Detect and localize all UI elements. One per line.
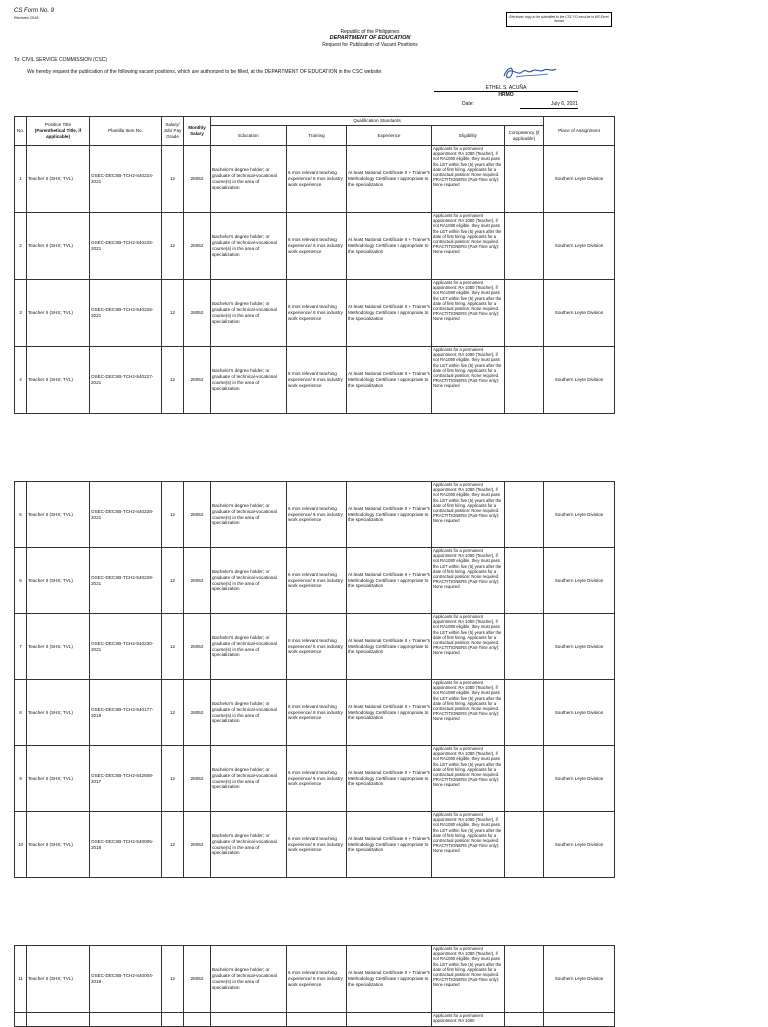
table-body xyxy=(15,482,615,878)
plantilla-item-no: OSEC-DECSB-TCH2-540224-2021 xyxy=(90,146,162,213)
experience-requirement: At least National Certificate II + Trainer's Methodology Certificate I appropriate to the specialization xyxy=(347,280,432,347)
education-requirement: Bachelor's degree holder; or graduate of technical-vocational course(s) in the area of specialization xyxy=(211,548,287,614)
col-eligibility: Eligibility xyxy=(432,126,505,146)
signer-name: ETHEL S. ACUÑA xyxy=(485,85,527,91)
col-no: No. xyxy=(15,117,27,146)
place-of-assignment: Southern Leyte Division xyxy=(544,946,615,1013)
table-row xyxy=(15,482,615,548)
form-revision: Revised 2018 xyxy=(14,15,39,20)
row-number: 6 xyxy=(15,548,27,614)
place-of-assignment: Southern Leyte Division xyxy=(544,548,615,614)
row-number: 2 xyxy=(15,213,27,280)
salary-grade: 12 xyxy=(162,482,184,548)
request-title: Request for Publication of Vacant Positions xyxy=(322,42,418,48)
table-row xyxy=(15,146,615,213)
eligibility-requirement: Applicants for a permanent appointment: RA 1080 (Teacher), if not RA1080 eligible, they must pass the LET within five (5) years after the date of first hiring. Applicants for a contractual position: None required. PRACTITIONERS (Part-Time only): None required xyxy=(432,213,505,280)
position-title: Teacher II (SHS; TVL) xyxy=(27,482,90,548)
eligibility-requirement: Applicants for a permanent appointment: RA 1080 (Teacher), if not RA1080 eligible, they must pass the LET within five (5) years after the date of first hiring. Applicants for a contractual position: None required. PRACTITIONERS (Part-Time only): None required xyxy=(432,347,505,414)
col-monthly-salary: Monthly Salary xyxy=(184,117,211,146)
row-number: 11 xyxy=(15,946,27,1013)
competency-requirement xyxy=(505,482,544,548)
education-requirement: Bachelor's degree holder; or graduate of technical-vocational course(s) in the area of specialization xyxy=(211,347,287,414)
table-row xyxy=(15,812,615,878)
training-requirement: 6 mos relevant teaching experience/ 6 mos industry work experience xyxy=(287,213,347,280)
competency-requirement xyxy=(505,812,544,878)
monthly-salary: 26052 xyxy=(184,146,211,213)
place-of-assignment: Southern Leyte Division xyxy=(544,680,615,746)
competency-requirement xyxy=(505,946,544,1013)
plantilla-item-no: OSEC-DECSB-TCH2-540005-2018 xyxy=(90,812,162,878)
table-row xyxy=(15,347,615,414)
education-requirement: Bachelor's degree holder; or graduate of technical-vocational course(s) in the area of specialization xyxy=(211,482,287,548)
row-number: 8 xyxy=(15,680,27,746)
table-row xyxy=(15,680,615,746)
education-requirement: Bachelor's degree holder; or graduate of technical-vocational course(s) in the area of specialization xyxy=(211,946,287,1013)
eligibility-requirement: Applicants for a permanent appointment: RA 1080 (Teacher), if not RA1080 eligible, they must pass the LET within five (5) years after the date of first hiring. Applicants for a contractual position: None required. PRACTITIONERS (Part-Time only): None required xyxy=(432,146,505,213)
training-requirement: 6 mos relevant teaching experience/ 6 mos industry work experience xyxy=(287,280,347,347)
education-requirement: Bachelor's degree holder; or graduate of technical-vocational course(s) in the area of specialization xyxy=(211,680,287,746)
position-title: Teacher II (SHS; TVL) xyxy=(27,946,90,1013)
experience-requirement xyxy=(347,1013,432,1027)
salary-grade: 12 xyxy=(162,812,184,878)
col-education: Education xyxy=(211,126,287,146)
plantilla-item-no: OSEC-DECSB-TCH2-542608-2017 xyxy=(90,746,162,812)
education-requirement xyxy=(211,1013,287,1027)
row-number: 4 xyxy=(15,347,27,414)
place-of-assignment: Southern Leyte Division xyxy=(544,280,615,347)
plantilla-item-no: OSEC-DECSB-TCH2-540230-2021 xyxy=(90,614,162,680)
education-requirement: Bachelor's degree holder; or graduate of technical-vocational course(s) in the area of specialization xyxy=(211,213,287,280)
plantilla-item-no: OSEC-DECSB-TCH2-540177-2019 xyxy=(90,680,162,746)
position-title: Teacher II (SHS; TVL) xyxy=(27,680,90,746)
submission-notice: Electronic copy to be submitted to the CSC FO must be in MS Excel format xyxy=(506,12,612,27)
col-plantilla: Plantilla Item No. xyxy=(90,117,162,146)
position-title: Teacher II (SHS; TVL) xyxy=(27,614,90,680)
monthly-salary: 26052 xyxy=(184,680,211,746)
vacancy-table-page-2 xyxy=(14,481,615,878)
vacancy-table-page-3 xyxy=(14,945,615,1027)
monthly-salary: 26052 xyxy=(184,946,211,1013)
col-salary-grade: Salary/ Job/ Pay Grade xyxy=(162,117,184,146)
competency-requirement xyxy=(505,746,544,812)
experience-requirement: At least National Certificate II + Trainer's Methodology Certificate I appropriate to the specialization xyxy=(347,548,432,614)
experience-requirement: At least National Certificate II + Trainer's Methodology Certificate I appropriate to the specialization xyxy=(347,746,432,812)
form-number: CS Form No. 9 xyxy=(14,8,55,14)
table-row xyxy=(15,280,615,347)
department-heading: DEPARTMENT OF EDUCATION xyxy=(329,35,411,41)
row-number: 9 xyxy=(15,746,27,812)
table-row xyxy=(15,746,615,812)
education-requirement: Bachelor's degree holder; or graduate of technical-vocational course(s) in the area of specialization xyxy=(211,614,287,680)
competency-requirement xyxy=(505,146,544,213)
row-number: 1 xyxy=(15,146,27,213)
signer-title: HRMO xyxy=(498,92,514,98)
plantilla-item-no: OSEC-DECSB-TCH2-540226-2021 xyxy=(90,280,162,347)
date-value: July 6, 2021 xyxy=(551,101,578,107)
training-requirement: 6 mos relevant teaching experience/ 6 mos industry work experience xyxy=(287,746,347,812)
experience-requirement: At least National Certificate II + Trainer's Methodology Certificate I appropriate to the specialization xyxy=(347,482,432,548)
monthly-salary: 26052 xyxy=(184,548,211,614)
place-of-assignment: Southern Leyte Division xyxy=(544,482,615,548)
table-row xyxy=(15,946,615,1013)
eligibility-requirement: Applicants for a permanent appointment: RA 1080 (Teacher), if not RA1080 eligible, they must pass the LET within five (5) years after the date of first hiring. Applicants for a contractual position: None required. PRACTITIONERS (Part-Time only): None required xyxy=(432,482,505,548)
monthly-salary: 26052 xyxy=(184,812,211,878)
row-number: 7 xyxy=(15,614,27,680)
place-of-assignment: Southern Leyte Division xyxy=(544,812,615,878)
education-requirement: Bachelor's degree holder; or graduate of technical-vocational course(s) in the area of specialization xyxy=(211,812,287,878)
place-of-assignment: Southern Leyte Division xyxy=(544,746,615,812)
vacancy-table-page-1 xyxy=(14,116,615,414)
place-of-assignment: Southern Leyte Division xyxy=(544,213,615,280)
experience-requirement: At least National Certificate II + Trainer's Methodology Certificate I appropriate to the specialization xyxy=(347,347,432,414)
experience-requirement: At least National Certificate II + Trainer's Methodology Certificate I appropriate to the specialization xyxy=(347,213,432,280)
salary-grade: 12 xyxy=(162,347,184,414)
row-number: 5 xyxy=(15,482,27,548)
col-training: Training xyxy=(287,126,347,146)
plantilla-item-no: OSEC-DECSB-TCH2-540227-2021 xyxy=(90,347,162,414)
place-of-assignment: Southern Leyte Division xyxy=(544,347,615,414)
position-title: Teacher II (SHS; TVL) xyxy=(27,347,90,414)
monthly-salary: 26052 xyxy=(184,746,211,812)
competency-requirement xyxy=(505,280,544,347)
training-requirement xyxy=(287,1013,347,1027)
col-qualification-standards: Qualification Standards xyxy=(211,117,544,126)
place-of-assignment: Southern Leyte Division xyxy=(544,146,615,213)
addressee-line: To: CIVIL SERVICE COMMISSION (CSC) xyxy=(14,57,108,63)
plantilla-item-no: OSEC-DECSB-TCH2-540228-2021 xyxy=(90,482,162,548)
competency-requirement xyxy=(505,548,544,614)
competency-requirement xyxy=(505,1013,544,1027)
competency-requirement xyxy=(505,680,544,746)
date-label: Date: xyxy=(462,101,474,107)
place-of-assignment xyxy=(544,1013,615,1027)
intro-text: We hereby request the publication of the following vacant positions, which are authorized to be filled, at the DEPARTMENT OF EDUCATION in the CSC website: xyxy=(27,69,383,75)
col-position-title-paren: (Parenthetical Title, if applicable) xyxy=(34,128,82,139)
row-number: 10 xyxy=(15,812,27,878)
eligibility-requirement: Applicants for a permanent appointment: RA 1080 (Teacher), if not RA1080 eligible, they must pass the LET within five (5) years after the date of first hiring. Applicants for a contractual position: None required. PRACTITIONERS (Part-Time only): None required xyxy=(432,746,505,812)
training-requirement: 6 mos relevant teaching experience/ 6 mos industry work experience xyxy=(287,482,347,548)
plantilla-item-no xyxy=(90,1013,162,1027)
position-title xyxy=(27,1013,90,1027)
salary-grade: 12 xyxy=(162,548,184,614)
position-title: Teacher II (SHS; TVL) xyxy=(27,812,90,878)
training-requirement: 6 mos relevant teaching experience/ 6 mos industry work experience xyxy=(287,548,347,614)
salary-grade: 12 xyxy=(162,680,184,746)
plantilla-item-no: OSEC-DECSB-TCH2-540004-2018 xyxy=(90,946,162,1013)
eligibility-requirement: Applicants for a permanent appointment: RA 1080 (Teacher), if not RA1080 eligible, they must pass the LET within five (5) years after the date of first hiring. Applicants for a contractual position: None required. PRACTITIONERS (Part-Time only): None required xyxy=(432,280,505,347)
competency-requirement xyxy=(505,213,544,280)
position-title: Teacher II (SHS; TVL) xyxy=(27,146,90,213)
training-requirement: 6 mos relevant teaching experience/ 6 mos industry work experience xyxy=(287,812,347,878)
position-title: Teacher II (SHS; TVL) xyxy=(27,280,90,347)
plantilla-item-no: OSEC-DECSB-TCH2-540229-2021 xyxy=(90,548,162,614)
table-body xyxy=(15,946,615,1027)
training-requirement: 6 mos relevant teaching experience/ 6 mos industry work experience xyxy=(287,680,347,746)
table-row xyxy=(15,1013,615,1027)
signature-image xyxy=(500,62,560,84)
table-row xyxy=(15,213,615,280)
table-row xyxy=(15,548,615,614)
col-position-title xyxy=(27,117,90,146)
position-title: Teacher II (SHS; TVL) xyxy=(27,213,90,280)
salary-grade: 12 xyxy=(162,614,184,680)
training-requirement: 6 mos relevant teaching experience/ 6 mos industry work experience xyxy=(287,347,347,414)
monthly-salary: 26052 xyxy=(184,482,211,548)
experience-requirement: At least National Certificate II + Trainer's Methodology Certificate I appropriate to the specialization xyxy=(347,680,432,746)
place-of-assignment: Southern Leyte Division xyxy=(544,614,615,680)
competency-requirement xyxy=(505,347,544,414)
col-position-title-main: Position Title xyxy=(44,122,72,128)
experience-requirement: At least National Certificate II + Trainer's Methodology Certificate I appropriate to the specialization xyxy=(347,614,432,680)
experience-requirement: At least National Certificate II + Trainer's Methodology Certificate I appropriate to the specialization xyxy=(347,946,432,1013)
monthly-salary: 26052 xyxy=(184,213,211,280)
table-body xyxy=(15,146,615,414)
col-experience: Experience xyxy=(347,126,432,146)
table-row xyxy=(15,614,615,680)
row-number: 3 xyxy=(15,280,27,347)
col-competency: Competency (if applicable) xyxy=(505,126,544,146)
monthly-salary: 26052 xyxy=(184,614,211,680)
row-number xyxy=(15,1013,27,1027)
education-requirement: Bachelor's degree holder; or graduate of technical-vocational course(s) in the area of specialization xyxy=(211,746,287,812)
salary-grade: 12 xyxy=(162,746,184,812)
salary-grade: 12 xyxy=(162,946,184,1013)
salary-grade: 12 xyxy=(162,280,184,347)
training-requirement: 6 mos relevant teaching experience/ 6 mos industry work experience xyxy=(287,614,347,680)
col-place: Place of Assignment xyxy=(544,117,615,146)
eligibility-requirement: Applicants for a permanent appointment: RA 1080 (Teacher), if not RA1080 eligible, they must pass the LET within five (5) years after the date of first hiring. Applicants for a contractual position: None required. PRACTITIONERS (Part-Time only): None required xyxy=(432,812,505,878)
training-requirement: 6 mos relevant teaching experience/ 6 mos industry work experience xyxy=(287,946,347,1013)
education-requirement: Bachelor's degree holder; or graduate of technical-vocational course(s) in the area of specialization xyxy=(211,280,287,347)
republic-heading: Republic of the Philippines xyxy=(340,29,400,35)
experience-requirement: At least National Certificate II + Trainer's Methodology Certificate I appropriate to the specialization xyxy=(347,812,432,878)
date-line xyxy=(520,108,578,109)
training-requirement: 6 mos relevant teaching experience/ 6 mos industry work experience xyxy=(287,146,347,213)
eligibility-requirement: Applicants for a permanent appointment: RA 1080 xyxy=(432,1013,505,1027)
position-title: Teacher II (SHS; TVL) xyxy=(27,548,90,614)
monthly-salary xyxy=(184,1013,211,1027)
experience-requirement: At least National Certificate II + Trainer's Methodology Certificate I appropriate to the specialization xyxy=(347,146,432,213)
position-title: Teacher II (SHS; TVL) xyxy=(27,746,90,812)
eligibility-requirement: Applicants for a permanent appointment: RA 1080 (Teacher), if not RA1080 eligible, they must pass the LET within five (5) years after the date of first hiring. Applicants for a contractual position: None required. PRACTITIONERS (Part-Time only): None required xyxy=(432,946,505,1013)
salary-grade xyxy=(162,1013,184,1027)
monthly-salary: 26052 xyxy=(184,280,211,347)
plantilla-item-no: OSEC-DECSB-TCH2-540225-2021 xyxy=(90,213,162,280)
eligibility-requirement: Applicants for a permanent appointment: RA 1080 (Teacher), if not RA1080 eligible, they must pass the LET within five (5) years after the date of first hiring. Applicants for a contractual position: None required. PRACTITIONERS (Part-Time only): None required xyxy=(432,548,505,614)
monthly-salary: 26052 xyxy=(184,347,211,414)
eligibility-requirement: Applicants for a permanent appointment: RA 1080 (Teacher), if not RA1080 eligible, they must pass the LET within five (5) years after the date of first hiring. Applicants for a contractual position: None required. PRACTITIONERS (Part-Time only): None required xyxy=(432,614,505,680)
education-requirement: Bachelor's degree holder; or graduate of technical-vocational course(s) in the area of specialization xyxy=(211,146,287,213)
competency-requirement xyxy=(505,614,544,680)
eligibility-requirement: Applicants for a permanent appointment: RA 1080 (Teacher), if not RA1080 eligible, they must pass the LET within five (5) years after the date of first hiring. Applicants for a contractual position: None required. PRACTITIONERS (Part-Time only): None required xyxy=(432,680,505,746)
salary-grade: 12 xyxy=(162,146,184,213)
salary-grade: 12 xyxy=(162,213,184,280)
